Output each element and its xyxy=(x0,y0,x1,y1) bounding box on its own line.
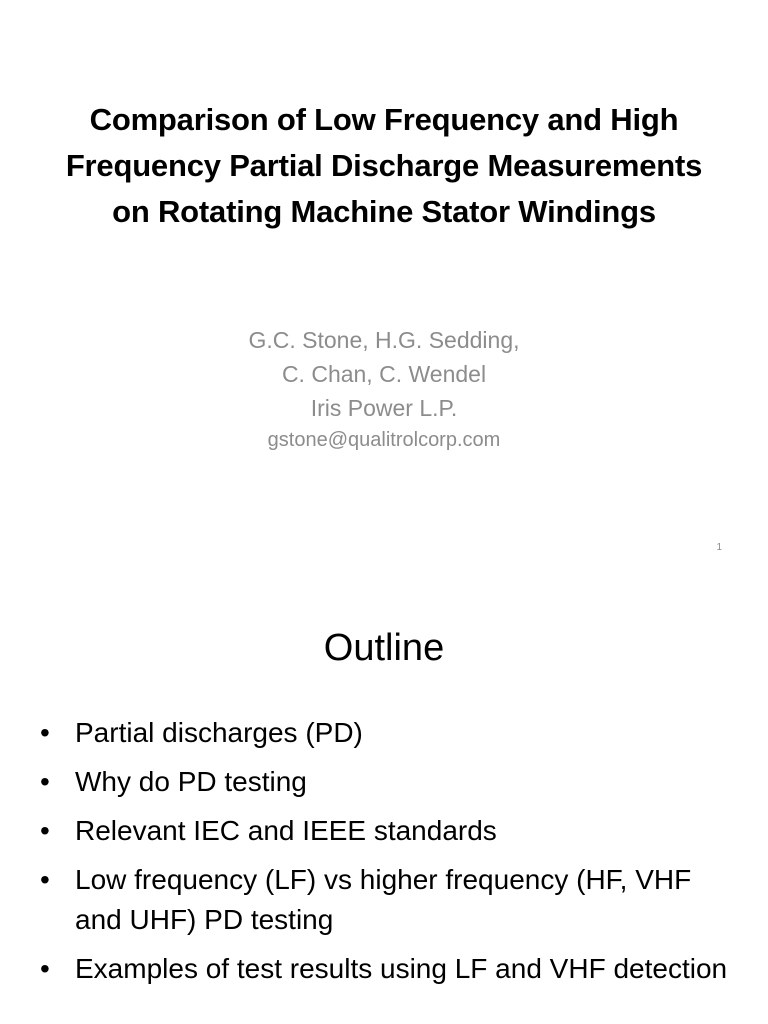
list-item xyxy=(40,811,740,851)
author-block xyxy=(0,323,768,455)
title-line: Comparison of Low Frequency and High xyxy=(89,102,679,137)
outline-heading: Outline xyxy=(323,627,445,669)
bullet-text: Why do PD testing xyxy=(75,766,307,797)
presentation-title xyxy=(30,97,738,235)
author-email: gstone@qualitrolcorp.com xyxy=(267,429,501,451)
bullet-icon: • xyxy=(40,815,50,846)
authors-line: G.C. Stone, H.G. Sedding, xyxy=(248,327,520,353)
bullet-icon: • xyxy=(40,864,50,895)
authors-line: C. Chan, C. Wendel xyxy=(281,361,487,387)
bullet-icon: • xyxy=(40,766,50,797)
title-line: Frequency Partial Discharge Measurements xyxy=(65,148,703,183)
list-item xyxy=(40,713,740,753)
title-line: on Rotating Machine Stator Windings xyxy=(112,194,656,229)
outline-list xyxy=(40,713,740,998)
slide-number: 1 xyxy=(716,542,722,553)
bullet-text: Examples of test results using LF and VHF detection xyxy=(75,953,728,984)
bullet-icon: • xyxy=(40,717,50,748)
bullet-icon: • xyxy=(40,953,50,984)
organization: Iris Power L.P. xyxy=(310,395,458,421)
bullet-text: Partial discharges (PD) xyxy=(75,717,363,748)
bullet-text: Relevant IEC and IEEE standards xyxy=(75,815,497,846)
list-item xyxy=(40,762,740,802)
outline-slide xyxy=(0,576,768,1024)
list-item xyxy=(40,949,740,989)
list-item xyxy=(40,860,740,940)
bullet-text: Low frequency (LF) vs higher frequency (HF, VHF and UHF) PD testing xyxy=(75,864,692,935)
